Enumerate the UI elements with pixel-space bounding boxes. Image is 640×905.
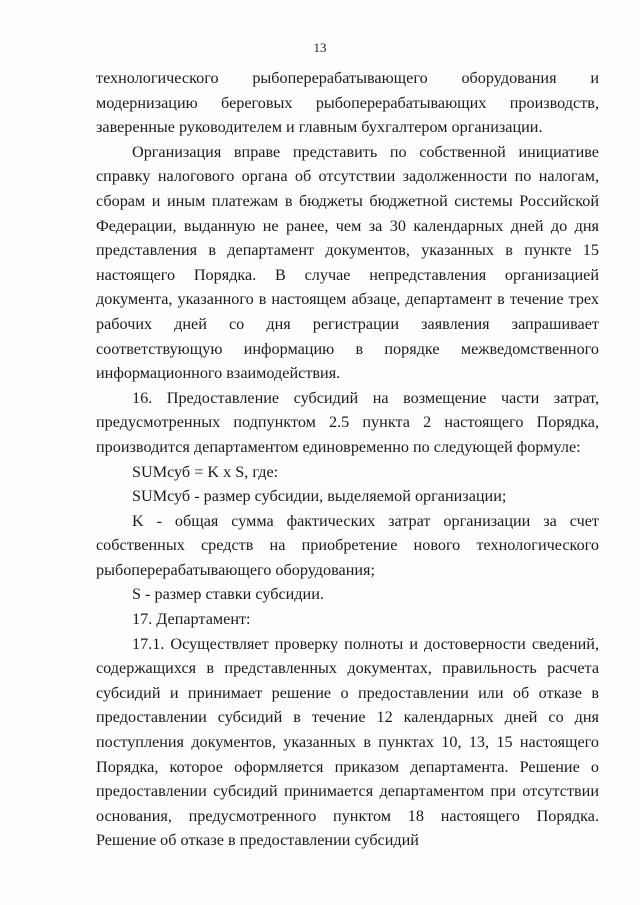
formula-line: SUMсуб = K x S, где: — [132, 462, 279, 481]
paragraph-continuation: технологического рыбоперерабатывающего оборудования и модернизацию береговых рыбоперерабатывающих производств, заверенные руководителем и главным бухгалтером организации. — [96, 69, 599, 137]
formula-definition-k: K - общая сумма фактических затрат организации за счет собственных средств на приобретение нового технологического рыбоперерабатывающего оборудования; — [96, 511, 599, 579]
paragraph-tax-certificate: Организация вправе представить по собственной инициативе справку налогового органа об отсутствии задолженности по налогам, сборам и иным платежам в бюджеты бюджетной системы Российской Федерации, выданную не ранее, чем за 30 календарных дней до дня представления в департамент документов, указанных в пункте 15 настоящего Порядка. В случае непредставления организацией документа, указанного в настоящем абзаце, департамент в течение трех рабочих дней со дня регистрации заявления запрашивает соответствующую информацию в порядке межведомственного информационного взаимодействия. — [96, 142, 599, 383]
paragraph-17: 17. Департамент: — [132, 610, 251, 629]
document-body — [96, 66, 599, 853]
page-number: 13 — [313, 40, 327, 55]
paragraph-17-1: 17.1. Осуществляет проверку полноты и достоверности сведений, содержащихся в представленных документах, правильность расчета субсидий и принимает решение о предоставлении или об отказе в предоставлении субсидий в течение 12 календарных дней со дня поступления документов, указанных в пунктах 10, 13, 15 настоящего Порядка, которое оформляется приказом департамента. Решение о предоставлении субсидий принимается департаментом при отсутствии основания, предусмотренного пунктом 18 настоящего Порядка. Решение об отказе в предоставлении субсидий — [96, 634, 599, 850]
paragraph-16: 16. Предоставление субсидий на возмещение части затрат, предусмотренных подпунктом 2.5 пункта 2 настоящего Порядка, производится департаментом единовременно по следующей формуле: — [96, 388, 599, 456]
formula-definition-s: S - размер ставки субсидии. — [132, 585, 324, 604]
formula-definition-sum: SUMсуб - размер субсидии, выделяемой организации; — [132, 487, 507, 506]
